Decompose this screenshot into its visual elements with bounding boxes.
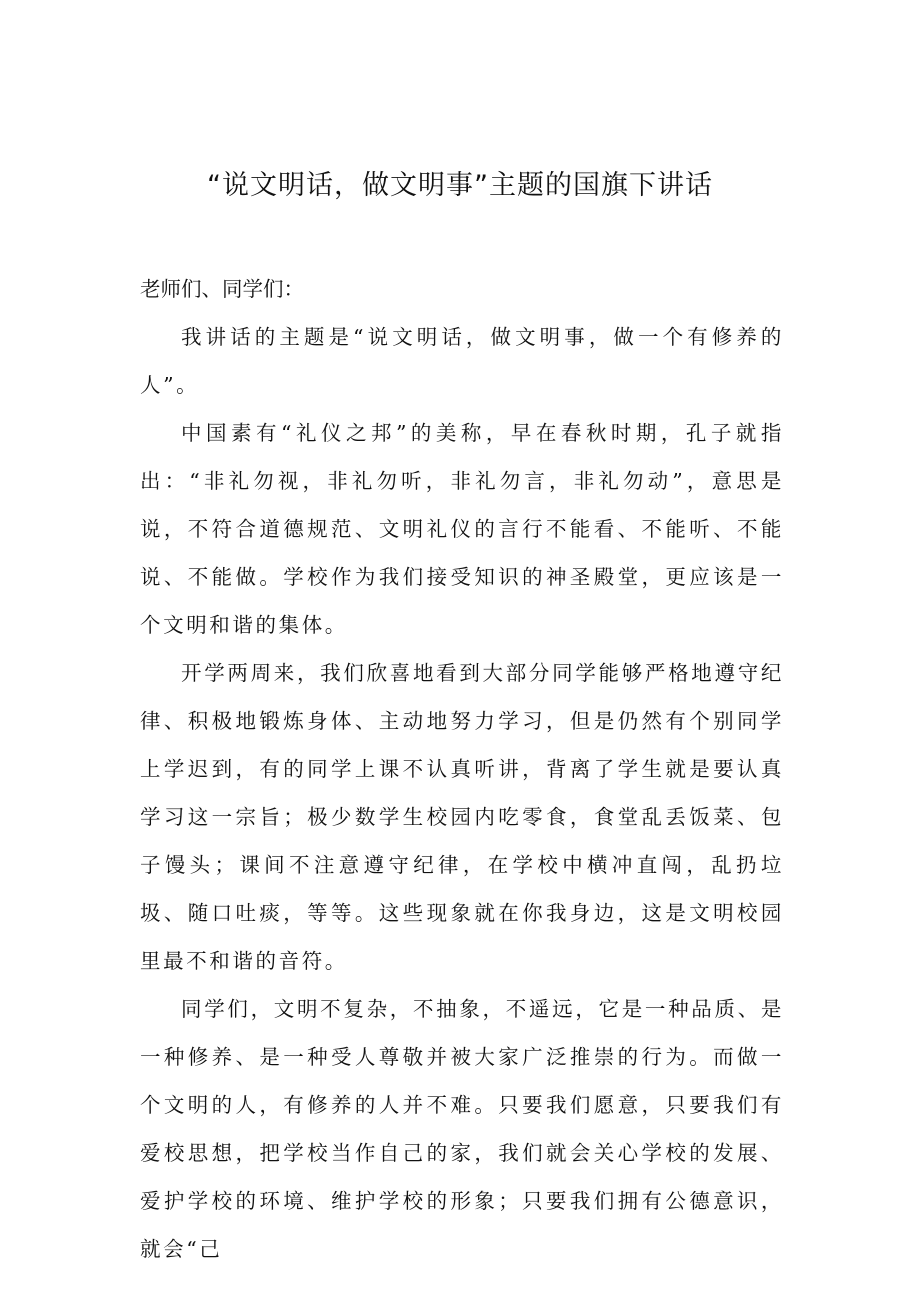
salutation: 老师们、同学们： [140,277,304,301]
paragraph-2: 中国素有“礼仪之邦”的美称，早在春秋时期，孔子就指出：“非礼勿视，非礼勿听，非礼勿言，非礼勿动”，意思是说，不符合道德规范、文明礼仪的言行不能看、不能听、不能说、不能做。学校作为我们接受知识的神圣殿堂，更应该是一个文明和谐的集体。 [140,421,784,637]
paragraph-4: 同学们，文明不复杂，不抽象，不遥远，它是一种品质、是一种修养、是一种受人尊敬并被大家广泛推崇的行为。而做一个文明的人，有修养的人并不难。只要我们愿意，只要我们有爱校思想，把学校当作自己的家，我们就会关心学校的发展、爱护学校的环境、维护学校的形象；只要我们拥有公德意识，就会“己 [140,997,784,1261]
paragraph-3: 开学两周来，我们欣喜地看到大部分同学能够严格地遵守纪律、积极地锻炼身体、主动地努力学习，但是仍然有个别同学上学迟到，有的同学上课不认真听讲，背离了学生就是要认真学习这一宗旨；极少数学生校园内吃零食，食堂乱丢饭菜、包子馒头；课间不注意遵守纪律，在学校中横冲直闯，乱扔垃圾、随口吐痰，等等。这些现象就在你我身边，这是文明校园里最不和谐的音符。 [140,661,784,973]
paragraph-1: 我讲话的主题是“说文明话，做文明事，做一个有修养的人”。 [140,325,784,397]
document-title: “说文明话，做文明事”主题的国旗下讲话 [207,170,713,201]
document-body [140,265,784,1273]
